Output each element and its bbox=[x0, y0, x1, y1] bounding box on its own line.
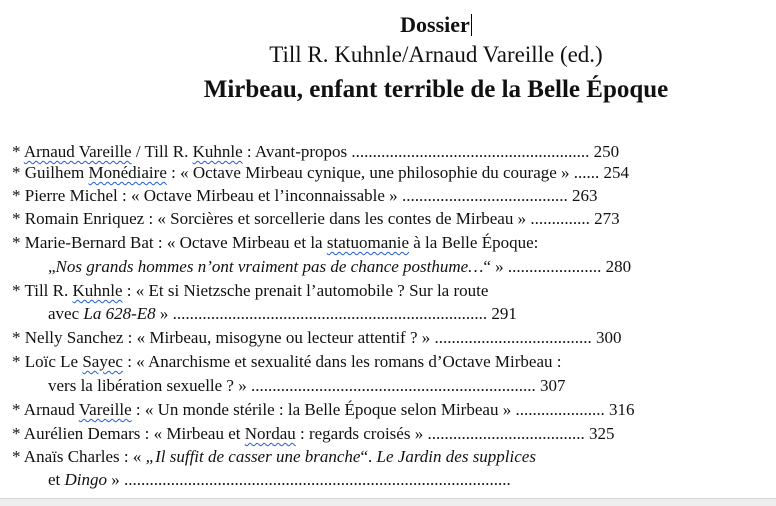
toc-entry-bat: * Marie-Bernard Bat : « Octave Mirbeau et la statuomanie à la Belle Époque: bbox=[12, 233, 539, 252]
page-number: 280 bbox=[601, 257, 632, 276]
spellcheck-word[interactable]: Vareille bbox=[78, 400, 132, 419]
dossier-subtitle: Mirbeau, enfant terrible de la Belle Époque bbox=[203, 76, 669, 103]
editors-line: Till R. Kuhnle/Arnaud Vareille (ed.) bbox=[269, 42, 603, 67]
page-number: 307 bbox=[535, 376, 566, 395]
spellcheck-word[interactable]: Kuhnle bbox=[72, 281, 123, 300]
spellcheck-word[interactable]: Monédiaire bbox=[88, 163, 167, 182]
toc-entry-vareille: * Arnaud Vareille : « Un monde stérile : la Belle Époque selon Mirbeau » ..................... 316 bbox=[12, 400, 635, 419]
spellcheck-word[interactable]: Arnaud Vareille bbox=[23, 142, 132, 161]
toc-entry-avant-propos: * Arnaud Vareille / Till R. Kuhnle : Avant-propos ........................................................ 250 bbox=[12, 142, 620, 161]
spellcheck-word[interactable]: statuomanie bbox=[326, 233, 410, 252]
toc-entry-le-sayec-cont: vers la libération sexuelle ? » ................................................................... 307 bbox=[48, 376, 566, 395]
page-number: 316 bbox=[604, 400, 635, 419]
spellcheck-word[interactable]: Kuhnle bbox=[192, 142, 243, 161]
dossier-title: Dossier bbox=[400, 12, 470, 37]
spellcheck-word[interactable]: Nordau bbox=[244, 424, 296, 443]
toc-entry-demars: * Aurélien Demars : « Mirbeau et Nordau : regards croisés » ..................................... 325 bbox=[12, 424, 615, 443]
page-number: 325 bbox=[584, 424, 615, 443]
page-number: 263 bbox=[567, 186, 598, 205]
toc-entry-charles-cont: et Dingo » ........................................................................................... bbox=[48, 470, 511, 489]
text-cursor bbox=[471, 14, 472, 36]
toc-entry-michel: * Pierre Michel : « Octave Mirbeau et l’inconnaissable » ....................................... 263 bbox=[12, 186, 598, 205]
toc-entry-monediaire: * Guilhem Monédiaire : « Octave Mirbeau cynique, une philosophie du courage » ...... 254 bbox=[12, 163, 630, 182]
spellcheck-word[interactable]: Sayec bbox=[82, 352, 123, 371]
toc-entry-enriquez: * Romain Enriquez : « Sorcières et sorcellerie dans les contes de Mirbeau » .............. 273 bbox=[12, 209, 620, 228]
page-number: 300 bbox=[591, 328, 622, 347]
page-number: 250 bbox=[589, 142, 620, 161]
toc-entry-kuhnle: * Till R. Kuhnle : « Et si Nietzsche prenait l’automobile ? Sur la route bbox=[12, 281, 489, 300]
page-number: 273 bbox=[589, 209, 620, 228]
page-number: 254 bbox=[599, 163, 630, 182]
toc-entry-kuhnle-cont: avec La 628-E8 » .......................................................................... 291 bbox=[48, 304, 517, 323]
toc-entry-bat-cont: „Nos grands hommes n’ont vraiment pas de chance posthume…“ » ...................... 280 bbox=[48, 257, 632, 276]
page-number: 291 bbox=[487, 304, 517, 323]
toc-entry-charles: * Anaïs Charles : « „Il suffit de casser une branche“. Le Jardin des supplices bbox=[12, 447, 536, 466]
toc-entry-le-sayec: * Loïc Le Sayec : « Anarchisme et sexualité dans les romans d’Octave Mirbeau : bbox=[12, 352, 562, 371]
toc-entry-sanchez: * Nelly Sanchez : « Mirbeau, misogyne ou lecteur attentif ? » ..................................... 300 bbox=[12, 328, 622, 347]
